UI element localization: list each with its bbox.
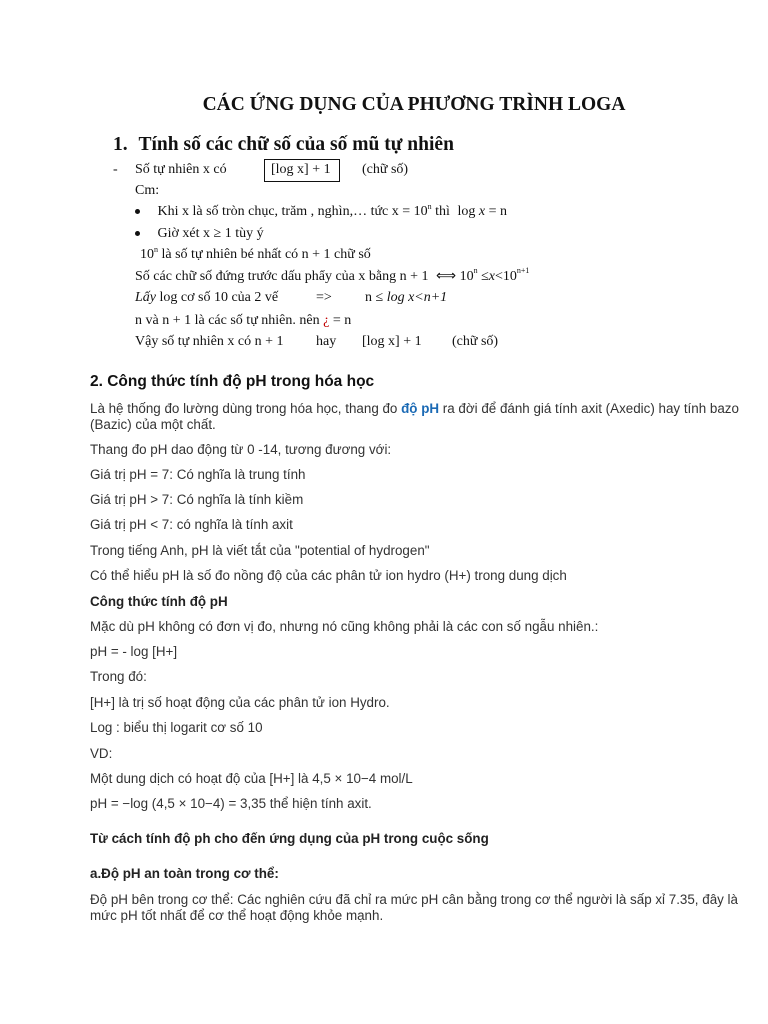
log-word: log (457, 204, 476, 219)
base-ten: 10 (459, 269, 474, 284)
natural-numbers-equals: = n (332, 313, 352, 328)
where-label: Trong đó: (90, 669, 147, 684)
example-result-paragraph: pH = −log (4,5 × 10−4) = 3,35 thể hiện tính axit. (90, 796, 372, 811)
exponent-n: n (154, 245, 158, 254)
section-1-title: Tính số các chữ số của số mũ tự nhiên (138, 134, 454, 155)
bullet-equals: = n (488, 204, 507, 219)
bullet-text: Giờ xét x ≥ 1 tùy ý (157, 226, 264, 241)
ph-abbreviation-paragraph: Trong tiếng Anh, pH là viết tắt của "potential of hydrogen" (90, 543, 430, 558)
take-log-text: log cơ số 10 của 2 vế (159, 290, 279, 305)
exponent-n-plus-1: n+1 (516, 266, 530, 275)
ph-range-paragraph: Thang đo pH dao động từ 0 -14, tương đương với: (90, 442, 392, 457)
dash-marker: - (113, 162, 118, 177)
ten-power (459, 266, 478, 284)
safe-ph-heading: a.Độ pH an toàn trong cơ thể: (90, 866, 279, 881)
ph-unit-paragraph: Mặc dù pH không có đơn vị đo, nhưng nó cũng không phải là các con số ngẫu nhiên.: (90, 619, 599, 634)
exponent-n: n (473, 266, 478, 275)
variable-x: x (478, 204, 486, 219)
ph-intro-text: Là hệ thống đo lường dùng trong hóa học, thang đo (90, 401, 398, 416)
document-title: CÁC ỨNG DỤNG CỦA PHƯƠNG TRÌNH LOGA (202, 94, 626, 115)
proof-label: Cm: (135, 183, 160, 198)
hydrogen-activity-paragraph: [H+] là trị số hoạt động của các phân tử ion Hydro. (90, 695, 390, 710)
conclusion-text: Vậy số tự nhiên x có n + 1 (135, 334, 284, 349)
digits-before-comma-line (135, 268, 529, 285)
variable-x: x (488, 269, 495, 284)
log-definition-paragraph: Log : biểu thị logarit cơ số 10 (90, 720, 263, 735)
exponent-n: n (427, 202, 432, 211)
base-ten: 10 (140, 247, 154, 262)
section-2-heading: 2. Công thức tính độ pH trong hóa học (90, 373, 375, 390)
formula-heading: Công thức tính độ pH (90, 594, 228, 609)
natural-numbers-line (135, 313, 351, 329)
body-ph-paragraph: Độ pH bên trong cơ thể: Các nghiên cứu đã chỉ ra mức pH cân bằng trong cơ thể người là sấp xỉ 7.35, đây là mức pH tốt nhất để cơ thể hoạt động khỏe mạnh. (90, 892, 738, 923)
section-1-heading (113, 134, 454, 156)
ten-power (140, 247, 158, 262)
conclusion-formula: [log x] + 1 (362, 334, 422, 349)
floor-symbol: ¿ (323, 313, 330, 328)
log-inequality (365, 290, 447, 306)
floor-log-box: [log x] + 1 (264, 159, 340, 182)
ph-alkaline-paragraph: Giá trị pH > 7: Có nghĩa là tính kiềm (90, 492, 304, 507)
example-solution-paragraph: Một dung dịch có hoạt độ của [H+] là 4,5 × 10−4 mol/L (90, 771, 413, 786)
lt-symbol: < (494, 269, 503, 284)
ph-intro-text-rest: ra đời để đánh giá tính axit (Axedic) hay tính bazo (Bazic) của một chất. (90, 401, 739, 432)
natural-numbers-text: n và n + 1 là các số tự nhiên. nên (135, 313, 320, 328)
bullet-arbitrary-x (135, 226, 264, 242)
implies-arrow: => (316, 290, 332, 305)
digits-count-statement: Số tự nhiên x có (135, 162, 227, 177)
ph-definition-paragraph: Có thể hiểu pH là số đo nồng độ của các phân tử ion hydro (H+) trong dung dịch (90, 568, 567, 583)
conclusion-unit: (chữ số) (452, 334, 499, 349)
digits-text: Số các chữ số đứng trước dấu phẩy của x bằng n + 1 (135, 269, 429, 284)
conclusion-or: hay (316, 334, 337, 349)
leq-symbol: ≤ (481, 269, 489, 284)
ph-intro-paragraph (90, 401, 750, 433)
bullet-connector: thì (435, 204, 450, 219)
take-word: Lấy (135, 290, 156, 305)
digits-unit: (chữ số) (362, 162, 409, 177)
n-leq: n ≤ (365, 290, 384, 305)
equivalence-arrow: ⟺ (436, 269, 457, 284)
ph-neutral-paragraph: Giá trị pH = 7: Có nghĩa là trung tính (90, 467, 306, 482)
bullet-text: Khi x là số tròn chục, trăm , nghìn,… tức x = (157, 204, 411, 219)
base-ten: 10 (502, 269, 517, 284)
base-ten: 10 (413, 204, 428, 219)
ph-formula: pH = - log [H+] (90, 644, 178, 659)
ten-power (502, 266, 530, 284)
log-x-lt: log x<n+1 (386, 290, 448, 305)
smallest-number-text: là số tự nhiên bé nhất có n + 1 chữ số (161, 247, 371, 262)
take-log-line (135, 290, 278, 306)
applications-heading: Từ cách tính độ ph cho đến ứng dụng của pH trong cuộc sống (90, 831, 489, 846)
bullet-dot (135, 209, 140, 214)
ph-acid-paragraph: Giá trị pH < 7: có nghĩa là tính axit (90, 517, 293, 532)
bullet-round-numbers (135, 204, 507, 220)
bullet-dot (135, 231, 140, 236)
ten-power (414, 204, 432, 219)
ph-link[interactable]: độ pH (401, 401, 440, 416)
section-1-number: 1. (113, 134, 128, 155)
example-label: VD: (90, 746, 113, 761)
smallest-number-line (140, 247, 371, 263)
